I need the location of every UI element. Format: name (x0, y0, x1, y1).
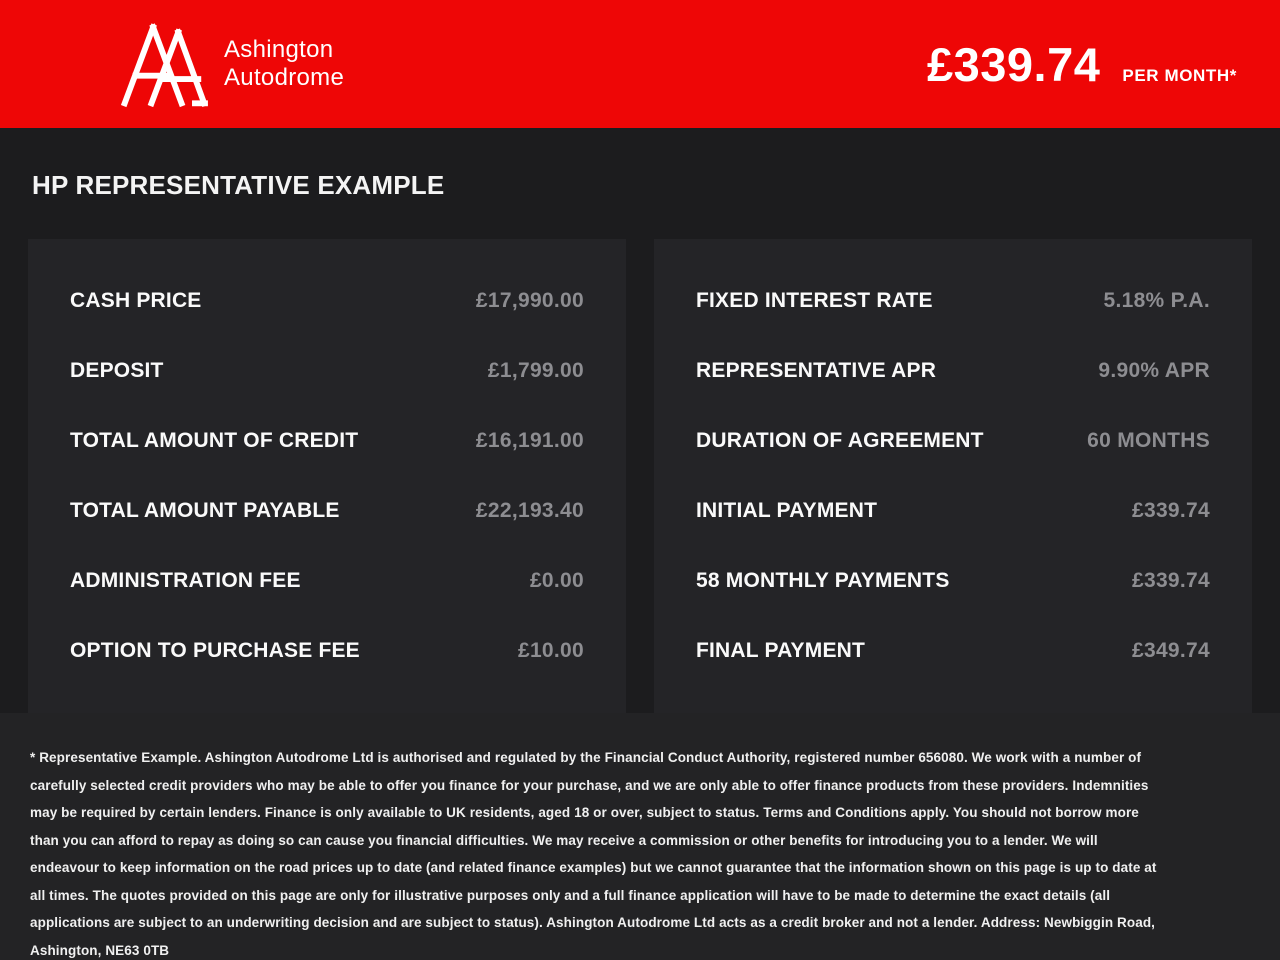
finance-panel-left (28, 239, 626, 713)
finance-panels (28, 239, 1252, 713)
row-option-to-purchase-fee (70, 616, 584, 686)
monthly-price-suffix: PER MONTH* (1122, 65, 1237, 85)
brand-name (224, 36, 344, 92)
finance-label: DURATION OF AGREEMENT (696, 429, 984, 452)
header-bar (0, 0, 1280, 128)
finance-label: TOTAL AMOUNT OF CREDIT (70, 429, 359, 452)
brand (118, 18, 344, 110)
brand-logo-aa-icon (118, 18, 210, 110)
row-representative-apr (696, 336, 1210, 406)
finance-label: INITIAL PAYMENT (696, 499, 878, 522)
brand-name-line1: Ashington (224, 36, 334, 63)
row-fixed-interest-rate (696, 266, 1210, 336)
row-final-payment (696, 616, 1210, 686)
finance-value: £10.00 (517, 639, 584, 662)
finance-value: £0.00 (529, 569, 584, 592)
row-monthly-payments (696, 546, 1210, 616)
finance-value: £1,799.00 (487, 359, 584, 382)
disclaimer-text: * Representative Example. Ashington Autodrome Ltd is authorised and regulated by the Financial Conduct Authority, registered number 656080. We work with a number of carefully selected credit providers who may be able to offer you finance for your purchase, and we are only able to offer finance products from these providers. Indemnities may be required by certain lenders. Finance is only available to UK residents, aged 18 or over, subject to status. Terms and Conditions apply. You should not borrow more than you can afford to repay as doing so can cause you financial difficulties. We may receive a commission or other benefits for introducing you to a lender. We will endeavour to keep information on the road prices up to date (and related finance examples) but we cannot guarantee that the information shown on this page is up to date at all times. The quotes provided on this page are only for illustrative purposes only and a full finance application will have to be made to determine the exact details (all applications are subject to an underwriting decision and are subject to status). Ashington Autodrome Ltd acts as a credit broker and not a lender. Address: Newbiggin Road, Ashington, NE63 0TB (30, 750, 1157, 958)
row-administration-fee (70, 546, 584, 616)
row-duration-of-agreement (696, 406, 1210, 476)
row-initial-payment (696, 476, 1210, 546)
finance-label: DEPOSIT (70, 359, 164, 382)
brand-name-line2: Autodrome (224, 64, 345, 91)
row-cash-price (70, 266, 584, 336)
finance-value: £17,990.00 (475, 289, 584, 312)
finance-panel-right (654, 239, 1252, 713)
disclaimer-footer (0, 713, 1280, 960)
finance-label: TOTAL AMOUNT PAYABLE (70, 499, 340, 522)
finance-value: £339.74 (1131, 569, 1210, 592)
row-deposit (70, 336, 584, 406)
main-section (0, 128, 1280, 713)
finance-label: 58 MONTHLY PAYMENTS (696, 569, 950, 592)
finance-label: ADMINISTRATION FEE (70, 569, 301, 592)
finance-value: £22,193.40 (475, 499, 584, 522)
finance-label: OPTION TO PURCHASE FEE (70, 639, 360, 662)
finance-value: £16,191.00 (475, 429, 584, 452)
finance-label: REPRESENTATIVE APR (696, 359, 937, 382)
finance-label: FINAL PAYMENT (696, 639, 866, 662)
monthly-price-amount: £339.74 (926, 37, 1101, 91)
finance-value: £339.74 (1131, 499, 1210, 522)
row-total-amount-of-credit (70, 406, 584, 476)
page-title: HP REPRESENTATIVE EXAMPLE (32, 170, 445, 200)
finance-value: 9.90% APR (1098, 359, 1210, 382)
finance-label: CASH PRICE (70, 289, 202, 312)
finance-label: FIXED INTEREST RATE (696, 289, 933, 312)
monthly-price (927, 37, 1237, 92)
finance-value: £349.74 (1131, 639, 1210, 662)
finance-value: 60 MONTHS (1087, 429, 1210, 452)
row-total-amount-payable (70, 476, 584, 546)
finance-value: 5.18% P.A. (1103, 289, 1210, 312)
